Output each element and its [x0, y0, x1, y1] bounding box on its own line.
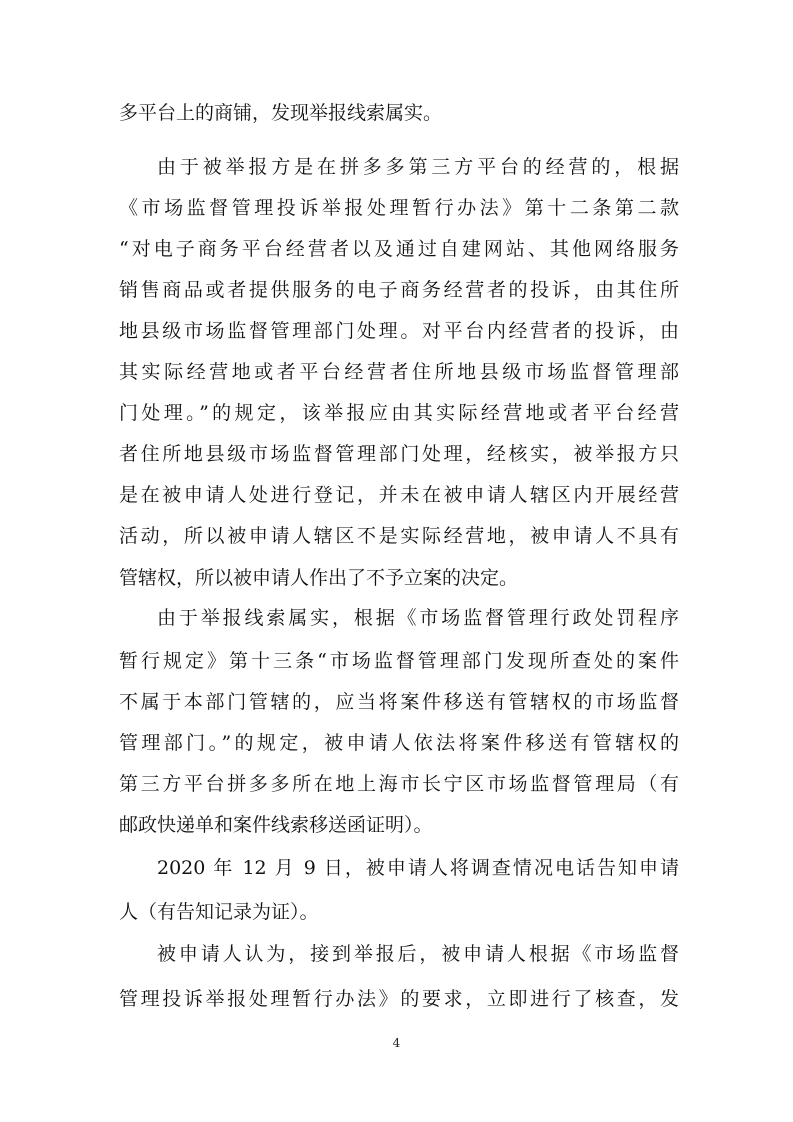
text-line: 多平台上的商铺，发现举报线索属实。 — [119, 102, 443, 124]
text-line: 销售商品或者提供服务的电子商务经营者的投诉，由其住所 — [119, 279, 679, 301]
text-line: 地县级市场监督管理部门处理。对平台内经营者的投诉，由 — [119, 320, 679, 342]
text-line: 者住所地县级市场监督管理部门处理，经核实，被举报方只 — [119, 443, 679, 465]
text-line: 由于举报线索属实，根据《市场监督管理行政处罚程序 — [157, 607, 679, 629]
text-line: 暂行规定》第十三条“市场监督管理部门发现所查处的案件 — [119, 650, 679, 672]
text-line: 其实际经营地或者平台经营者住所地县级市场监督管理部 — [119, 361, 679, 383]
page-number: 4 — [392, 1036, 401, 1050]
text-line: 是在被申请人处进行登记，并未在被申请人辖区内开展经营 — [119, 484, 679, 506]
text-line: 不属于本部门管辖的，应当将案件移送有管辖权的市场监督 — [119, 691, 679, 713]
text-line: 管辖权，所以被申请人作出了不予立案的决定。 — [119, 567, 519, 589]
text-line: 管理部门。”的规定，被申请人依法将案件移送有管辖权的 — [119, 732, 679, 754]
text-line: 2020 年 12 月 9 日，被申请人将调查情况电话告知申请 — [157, 857, 679, 879]
text-line: 第三方平台拼多多所在地上海市长宁区市场监督管理局（有 — [119, 773, 679, 795]
text-line: 《市场监督管理投诉举报处理暂行办法》第十二条第二款 — [119, 197, 679, 219]
text-line: 活动，所以被申请人辖区不是实际经营地，被申请人不具有 — [119, 525, 679, 547]
text-line: 邮政快递单和案件线索移送函证明）。 — [119, 814, 433, 836]
text-line: 由于被举报方是在拼多多第三方平台的经营的，根据 — [157, 156, 679, 178]
text-line: 人（有告知记录为证）。 — [119, 901, 319, 923]
text-line: 被申请人认为，接到举报后，被申请人根据《市场监督 — [157, 943, 679, 965]
text-line: “对电子商务平台经营者以及通过自建网站、其他网络服务 — [119, 238, 679, 260]
text-line: 门处理。”的规定，该举报应由其实际经营地或者平台经营 — [119, 402, 679, 424]
text-line: 管理投诉举报处理暂行办法》的要求，立即进行了核查，发 — [119, 988, 679, 1010]
